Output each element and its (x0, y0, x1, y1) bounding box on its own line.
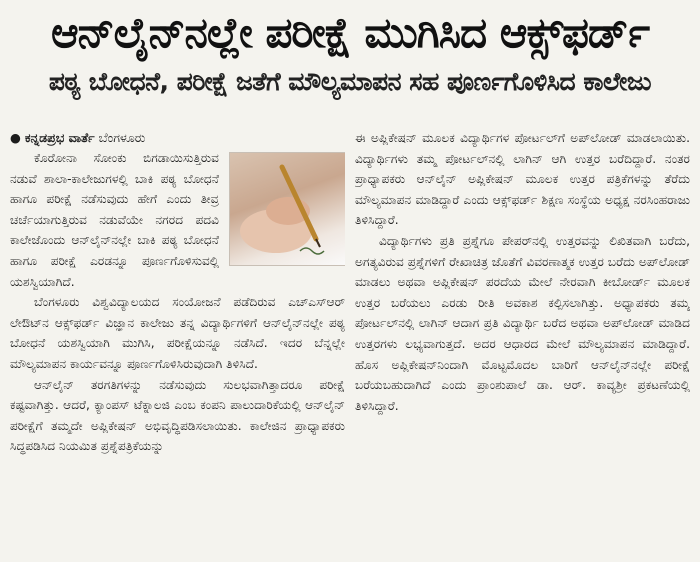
hand-writing-with-pen-icon (230, 153, 345, 265)
article-body (10, 128, 690, 558)
byline-source: ಕನ್ನಡಪ್ರಭ ವಾರ್ತೆ (24, 130, 95, 145)
subheadline: ಪಠ್ಯ ಬೋಧನೆ, ಪರೀಕ್ಷೆ ಜತೆಗೆ ಮೌಲ್ಯಮಾಪನ ಸಹ ಪೂರ್ಣಗೊಳಿಸಿದ ಕಾಲೇಜು (48, 67, 652, 96)
left-paragraph: ಕೊರೋನಾ ಸೋಂಕು ಬಿಗಡಾಯಿಸುತ್ತಿರುವ ನಡುವೆ ಶಾಲಾ-ಕಾಲೇಜುಗಳಲ್ಲಿ ಬಾಕಿ ಪಠ್ಯ ಬೋಧನೆ ಹಾಗೂ ಪರೀಕ್ಷೆ ನಡೆಸುವುದು ಹೇಗೆ ಎಂದು ತೀವ್ರ ಚರ್ಚೆಯಾಗುತ್ತಿರುವ ನಡುವೆಯೇ ನಗರದ ಪದವಿ ಕಾಲೇಜೊಂದು ಆನ್‌ಲೈನ್‌ನಲ್ಲೇ ಬಾಕಿ ಪಠ್ಯ ಬೋಧನೆ ಹಾಗೂ ಪರೀಕ್ಷೆ ಎರಡನ್ನೂ ಪೂರ್ಣಗೊಳಿಸುವಲ್ಲಿ ಯಶಸ್ವಿಯಾಗಿದೆ. (10, 151, 219, 289)
column-left (10, 128, 345, 558)
headline: ಆನ್‌ಲೈನ್‌ನಲ್ಲೇ ಪರೀಕ್ಷೆ ಮುಗಿಸಿದ ಆಕ್ಸ್‌ಫರ್ಡ್ (50, 8, 650, 57)
left-paragraph: ಆನ್‌ಲೈನ್ ತರಗತಿಗಳನ್ನು ನಡೆಸುವುದು ಸುಲಭವಾಗಿತ್ತಾದರೂ ಪರೀಕ್ಷೆ ಕಷ್ಟವಾಗಿತ್ತು. ಆದರೆ, ಕ್ಯಾಂಪಸ್ ಟೆಕ್ನಾಲಜಿ ಎಂಬ ಕಂಪನಿ ಪಾಲುದಾರಿಕೆಯಲ್ಲಿ ಆನ್‌ಲೈನ್ ಪರೀಕ್ಷೆಗೆ ತಮ್ಮದೇ ಅಪ್ಲಿಕೇಷನ್ ಅಭಿವೃದ್ಧಿಪಡಿಸಲಾಯಿತು. ಕಾಲೇಜಿನ ಪ್ರಾಧ್ಯಾಪಕರು ಸಿದ್ಧಪಡಿಸಿದ ನಿಯಮಿತ ಪ್ರಶ್ನೆಪತ್ರಿಕೆಯನ್ನು (10, 377, 345, 454)
left-paragraph: ಬೆಂಗಳೂರು ವಿಶ್ವವಿದ್ಯಾಲಯದ ಸಂಯೋಜನೆ ಪಡೆದಿರುವ ಎಚ್‌ಎಸ್‌ಆರ್ ಲೇಔಟ್‌ನ ಆಕ್ಸ್‌ಫರ್ಡ್ ವಿಜ್ಞಾನ ಕಾಲೇಜು ತನ್ನ ವಿದ್ಯಾರ್ಥಿಗಳಿಗೆ ಆನ್‌ಲೈನ್‌ನಲ್ಲೇ ಪಠ್ಯ ಬೋಧನೆ ಯಶಸ್ವಿಯಾಗಿ ಮುಗಿಸಿ, ಪರೀಕ್ಷೆಯನ್ನೂ ನಡೆಸಿದೆ. ಇದರ ಬೆನ್ನಲ್ಲೇ ಮೌಲ್ಯಮಾಪನ ಕಾರ್ಯವನ್ನೂ ಪೂರ್ಣಗೊಳಿಸಿರುವುದಾಗಿ ತಿಳಿಸಿದೆ. (10, 295, 345, 371)
right-paragraph: ವಿದ್ಯಾರ್ಥಿಗಳು ಪ್ರತಿ ಪ್ರಶ್ನೆಗೂ ಪೇಪರ್‌ನಲ್ಲಿ ಉತ್ತರವನ್ನು ಲಿಖಿತವಾಗಿ ಬರೆದು, ಅಗತ್ಯವಿರುವ ಪ್ರಶ್ನೆಗಳಿಗೆ ರೇಖಾಚಿತ್ರ ಜೊತೆಗೆ ವಿವರಣಾತ್ಮಕ ಉತ್ತರ ಬರೆದು ಅಪ್‌ಲೋಡ್ ಮಾಡಲು ಅಥವಾ ಅಪ್ಲಿಕೇಷನ್ ಪರದೆಯ ಮೇಲೆ ನೇರವಾಗಿ ಕೀಬೋರ್ಡ್ ಮೂಲಕ ಉತ್ತರ ಬರೆಯಲು ಎರಡು ರೀತಿ ಅವಕಾಶ ಕಲ್ಪಿಸಲಾಗಿತ್ತು. ಅಧ್ಯಾಪಕರು ತಮ್ಮ ಪೋರ್ಟಲ್‌ನಲ್ಲಿ ಲಾಗಿನ್ ಆದಾಗ ಪ್ರತಿ ವಿದ್ಯಾರ್ಥಿ ಬರೆದ ಅಥವಾ ಅಪ್‌ಲೋಡ್ ಮಾಡಿದ ಉತ್ತರಗಳು ಲಭ್ಯವಾಗುತ್ತದೆ. ಅದರ ಆಧಾರದ ಮೇಲೆ ಮೌಲ್ಯಮಾಪನ ಮಾಡಿದ್ದಾರೆ. ಹೊಸ ಅಪ್ಲಿಕೇಷನ್‌ನಿಂದಾಗಿ ಮೊಟ್ಟಮೊದಲ ಬಾರಿಗೆ ಆನ್‌ಲೈನ್‌ನಲ್ಲೇ ಪರೀಕ್ಷೆ ಬರೆಯಬಹುದಾಗಿದೆ ಎಂದು ಪ್ರಾಂಶುಪಾಲೆ ಡಾ. ಆರ್. ಕಾವ್ಯಶ್ರೀ ಪ್ರಕಟಣೆಯಲ್ಲಿ ತಿಳಿಸಿದ್ದಾರೆ. (355, 233, 690, 413)
byline-place: ಬೆಂಗಳೂರು (98, 130, 146, 145)
bullet-icon: ● (10, 130, 21, 145)
column-right (355, 128, 690, 558)
right-paragraph: ಈ ಅಪ್ಲಿಕೇಷನ್ ಮೂಲಕ ವಿದ್ಯಾರ್ಥಿಗಳ ಪೋರ್ಟಲ್‌ಗೆ ಅಪ್‌ಲೋಡ್ ಮಾಡಲಾಯಿತು. ವಿದ್ಯಾರ್ಥಿಗಳು ತಮ್ಮ ಪೋರ್ಟಲ್‌ನಲ್ಲಿ ಲಾಗಿನ್ ಆಗಿ ಉತ್ತರ ಬರೆದಿದ್ದಾರೆ. ನಂತರ ಪ್ರಾಧ್ಯಾಪಕರು ಆನ್‌ಲೈನ್ ಅಪ್ಲಿಕೇಷನ್ ಮೂಲಕ ಉತ್ತರ ಪತ್ರಿಕೆಗಳನ್ನು ತೆರೆದು ಮೌಲ್ಯಮಾಪನ ಮಾಡಿದ್ದಾರೆ ಎಂದು ಆಕ್ಸ್‌ಫರ್ಡ್ ಶಿಕ್ಷಣ ಸಂಸ್ಥೆಯ ಅಧ್ಯಕ್ಷ ನರಸಿಂಹರಾಜು ತಿಳಿಸಿದ್ದಾರೆ. (355, 131, 690, 228)
byline (10, 128, 345, 148)
photo-hand-writing (229, 152, 345, 266)
